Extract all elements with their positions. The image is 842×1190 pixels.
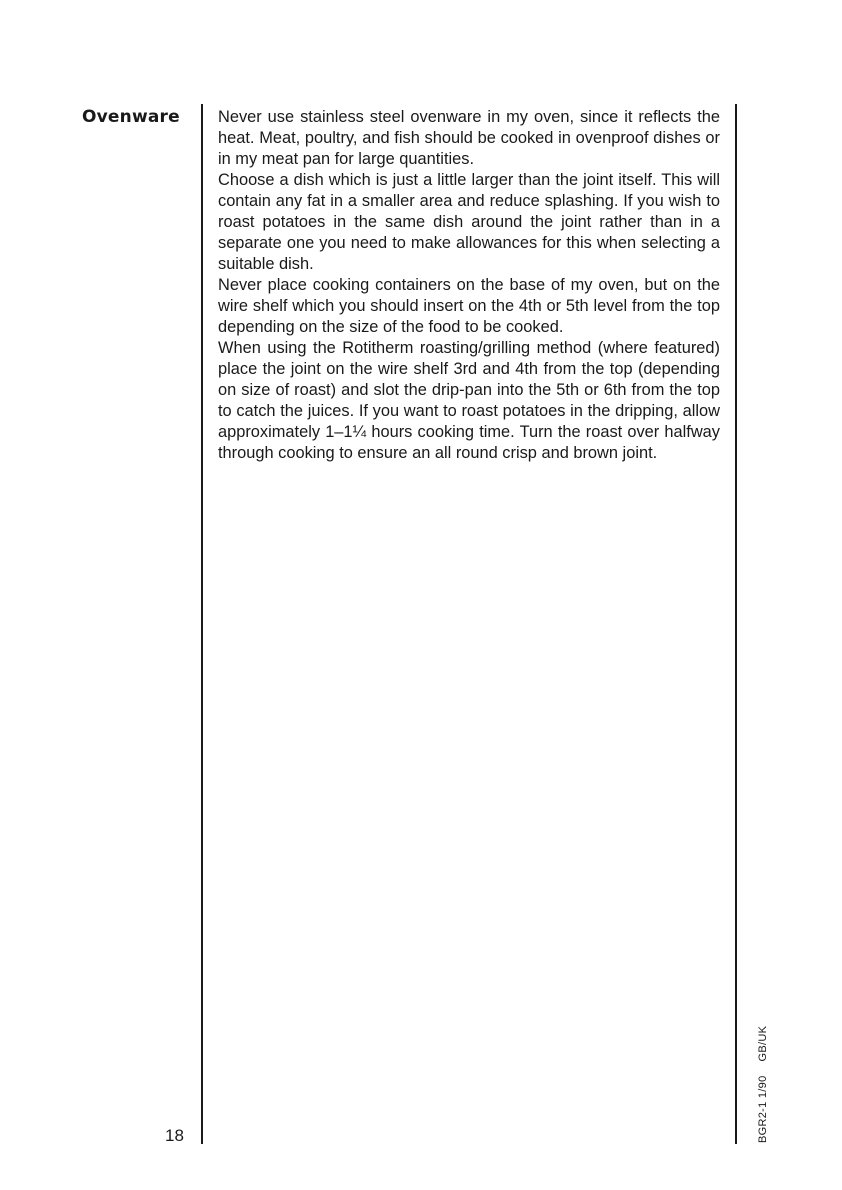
document-code-number: BGR2-1 1/90 (757, 1075, 769, 1143)
page-number: 18 (165, 1126, 184, 1145)
paragraph-rotitherm: When using the Rotitherm roasting/grilling method (where featured) place the joint on the wire shelf 3rd and 4th from the top (depending on size of roast) and slot the drip-pan into the 5th or 6th from the top to catch the juices. If you want to roast potatoes in the dripping, allow approximately 1–1¼ hours cooking time. Turn the roast over halfway through cooking to ensure an all round crisp and brown joint. (218, 339, 720, 462)
paragraph-stainless-steel: Never use stainless steel ovenware in my oven, since it reflects the heat. Meat, poultry, and fish should be cooked in ovenproof dishes or in my meat pan for large quantities. (218, 108, 720, 168)
left-column-rule (201, 104, 203, 1144)
document-region: GB/UK (757, 1025, 769, 1062)
section-body (218, 107, 720, 464)
section-heading: Ovenware (82, 107, 180, 127)
paragraph-dish-size: Choose a dish which is just a little larger than the joint itself. This will contain any fat in a smaller area and reduce splashing. If you wish to roast potatoes in the same dish around the joint rather than in a separate one you need to make allowances for this when selecting a suitable dish. (218, 171, 720, 273)
paragraph-container-placement: Never place cooking containers on the base of my oven, but on the wire shelf which you should insert on the 4th or 5th level from the top depending on the size of the food to be cooked. (218, 276, 720, 336)
document-code (757, 1026, 769, 1143)
right-column-rule (735, 104, 737, 1144)
